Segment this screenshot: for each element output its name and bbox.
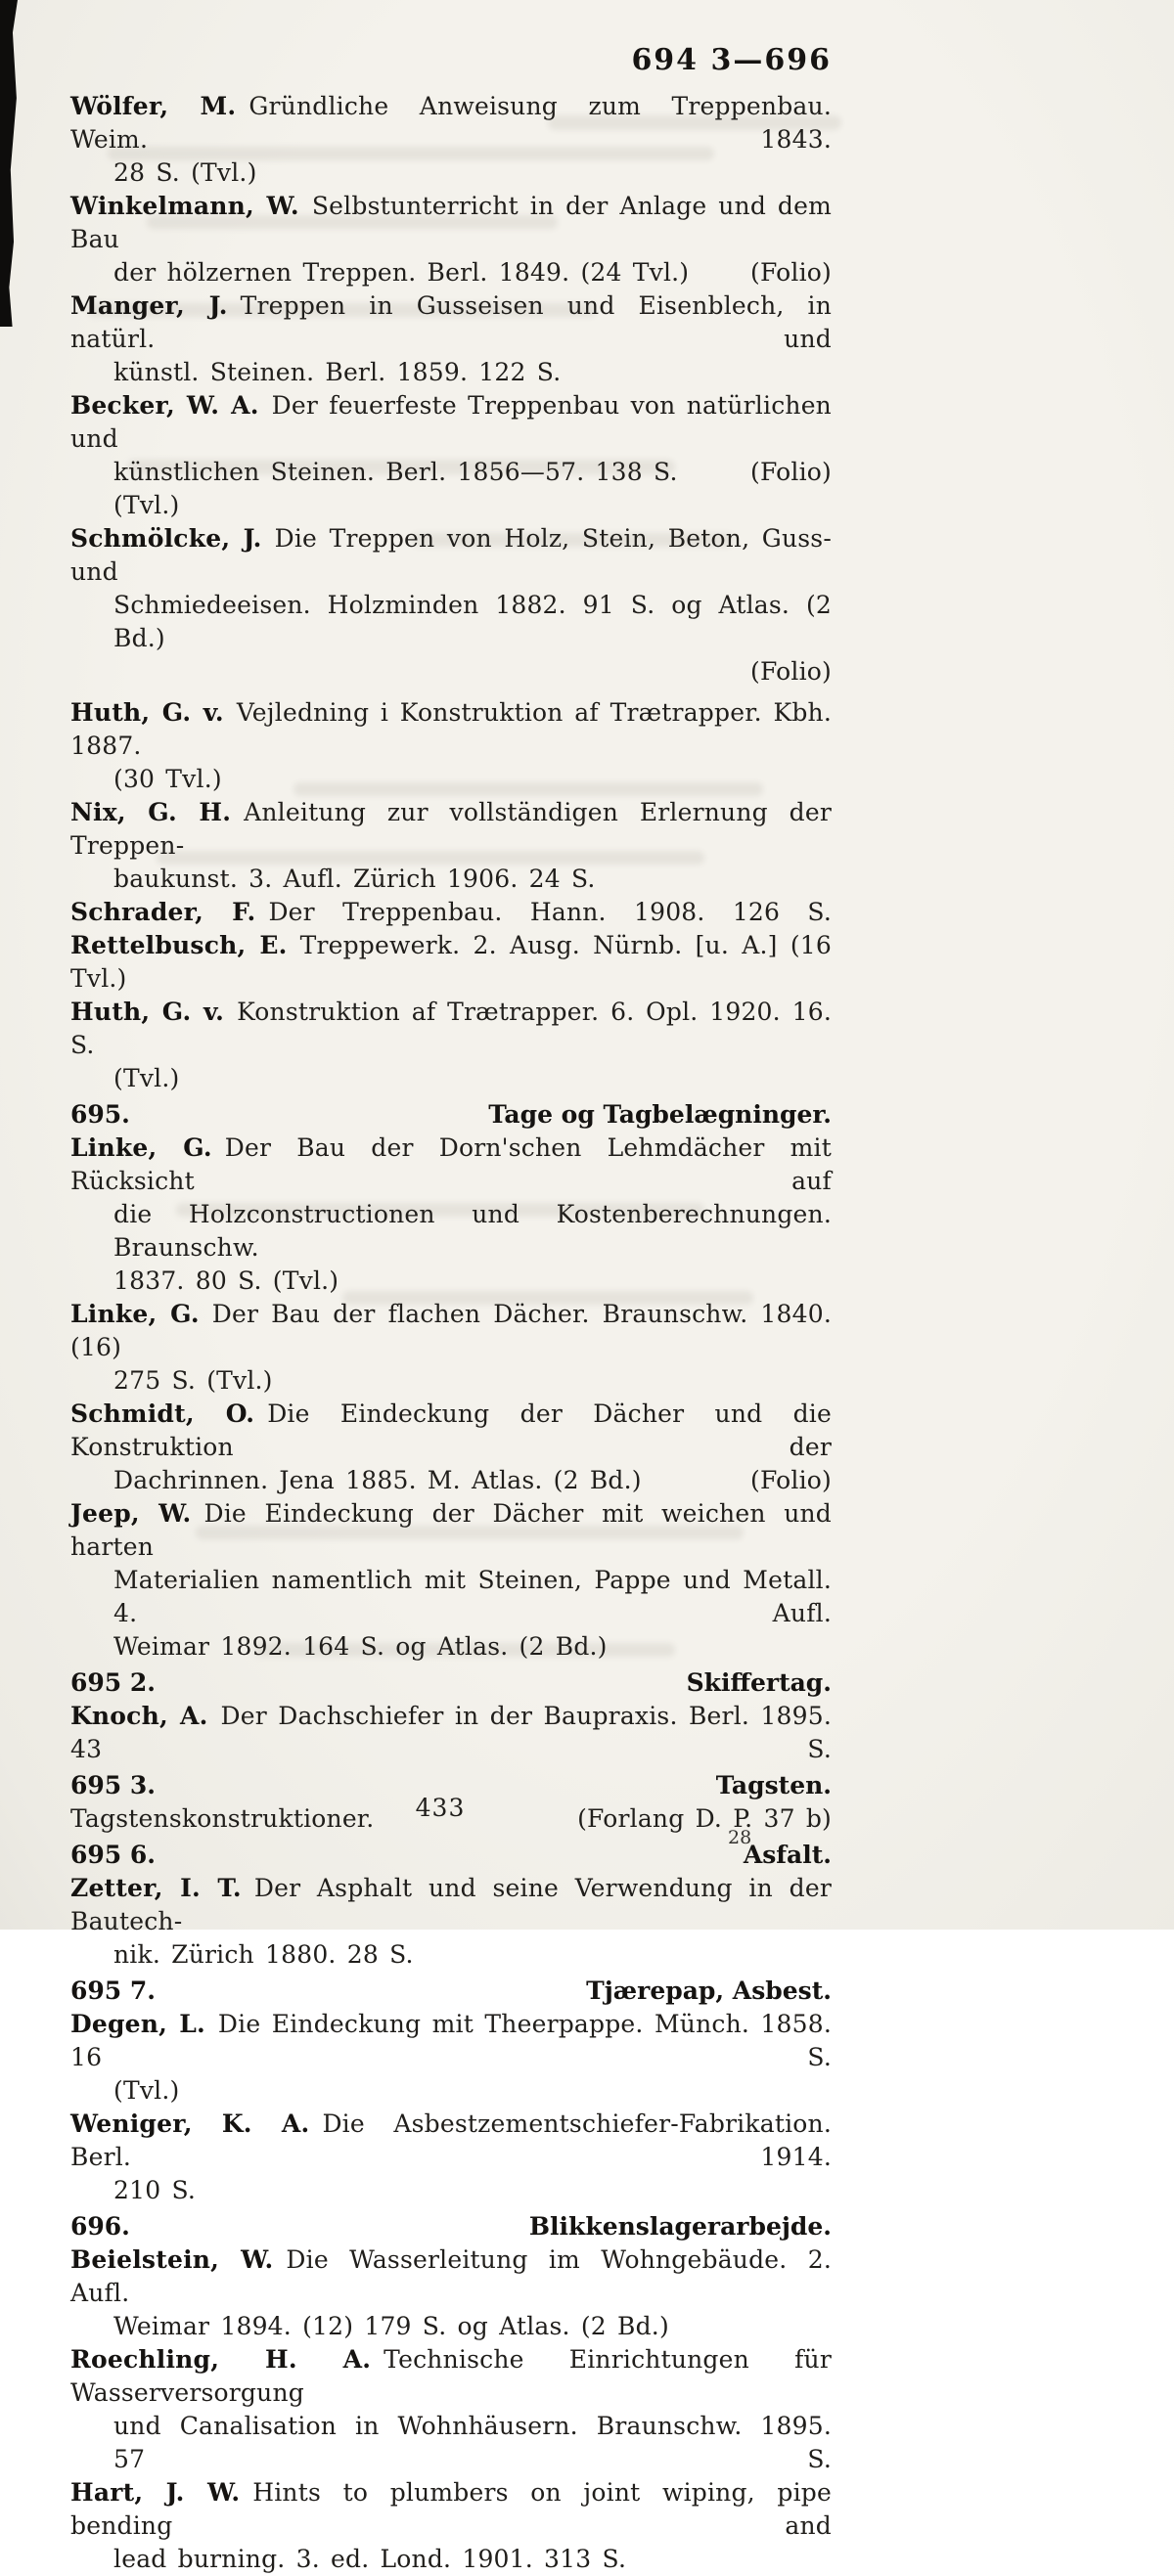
entry-text: 275 S. (Tvl.): [113, 1366, 273, 1395]
entry-text: Die Asbestzementschiefer-Fabrikation. Berl. 1914.: [70, 2110, 832, 2171]
entry-line: [70, 1398, 832, 1464]
entry-text: Weimar 1894. (12) 179 S. og Atlas. (2 Bd.): [113, 2312, 669, 2340]
entry-line: [70, 929, 832, 996]
page-header: [70, 43, 832, 77]
section-title: Asfalt.: [743, 1841, 832, 1869]
entry-line: [70, 2074, 832, 2108]
bibliography-entry: [70, 2108, 832, 2207]
format-note: (Folio): [750, 657, 832, 686]
entry-line: [70, 763, 832, 796]
entry-text: Schmiedeeisen. Holzminden 1882. 91 S. og Atlas. (2 Bd.): [113, 591, 832, 652]
entry-author: Hart, J. W.: [70, 2478, 241, 2507]
entry-line: [70, 696, 832, 763]
entry-line: [70, 356, 832, 389]
bibliography-entry: [70, 1298, 832, 1398]
entry-text: Technische Einrichtungen für Wasserversorgung: [70, 2345, 832, 2407]
entry-text: (30 Tvl.): [113, 765, 222, 793]
entry-text: Dachrinnen. Jena 1885. M. Atlas. (2 Bd.): [113, 1466, 642, 1494]
entry-author: Schmidt, O.: [70, 1399, 255, 1428]
section-heading: [70, 1098, 832, 1132]
bibliography-entry: [70, 2008, 832, 2108]
entry-line: [70, 289, 832, 356]
bibliography-entry: [70, 1398, 832, 1497]
entry-line: [70, 190, 832, 256]
entry-author: Manger, J.: [70, 291, 228, 320]
entry-text: Die Eindeckung der Dächer und die Konstruktion der: [70, 1399, 833, 1461]
entry-text: und Canalisation in Wohnhäusern. Braunschw. 1895. 57 S.: [113, 2412, 832, 2473]
section-title: Blikkenslagerarbejde.: [528, 2212, 832, 2241]
entry-text: Konstruktion af Trætrapper. 6. Opl. 1920. 16. S.: [70, 998, 832, 1059]
bibliography-entry: [70, 1497, 832, 1664]
entry-line-left: [113, 256, 689, 289]
entry-text: Der Dachschiefer in der Baupraxis. Berl. 1895. 43 S.: [70, 1702, 832, 1763]
entry-line: [70, 156, 832, 190]
entry-line: [70, 1062, 832, 1095]
entry-line: [70, 1630, 832, 1664]
page-number: 433: [415, 1794, 466, 1822]
entry-text: 1837. 80 S. (Tvl.): [113, 1266, 339, 1295]
entry-text: Die Treppen von Holz, Stein, Beton, Guss- und: [70, 524, 832, 586]
entry-line: [70, 2343, 832, 2410]
entry-author: Huth, G. v.: [70, 698, 224, 727]
section-number: 696.: [70, 2212, 130, 2241]
entry-line: [70, 456, 832, 522]
section-heading: [70, 1666, 832, 1700]
entry-line: [70, 2476, 832, 2543]
entry-author: Schrader, F.: [70, 898, 256, 926]
entry-line: [70, 1938, 832, 1972]
entry-line: [70, 655, 832, 688]
section-number: 695 6.: [70, 1841, 156, 1869]
entry-author: Jeep, W.: [70, 1499, 192, 1528]
section-number: 695.: [70, 1100, 130, 1129]
entry-line: [70, 522, 832, 589]
entry-line: [70, 2108, 832, 2174]
entry-line: [70, 2543, 832, 2576]
entry-text: lead burning. 3. ed. Lond. 1901. 313 S.: [113, 2545, 627, 2573]
entry-text: 210 S.: [113, 2176, 197, 2204]
entry-author: Weniger, K. A.: [70, 2110, 310, 2138]
entry-line: [70, 589, 832, 655]
format-note: (Forlang D. P. 37 b): [577, 1804, 832, 1833]
entry-text: baukunst. 3. Aufl. Zürich 1906. 24 S.: [113, 865, 596, 893]
signature-number: 28: [728, 1827, 752, 1848]
section-title: Skiffertag.: [686, 1668, 832, 1697]
entry-text: Anleitung zur vollständigen Erlernung der Treppen-: [70, 798, 832, 860]
entry-text: Tagstenskonstruktioner.: [70, 1804, 375, 1833]
entry-text: 28 S. (Tvl.): [113, 158, 257, 187]
bibliography-entry: [70, 2243, 832, 2343]
scan-artifact-bar: [0, 0, 18, 327]
section-title: Tagsten.: [715, 1771, 832, 1799]
bibliography-entry: [70, 2343, 832, 2476]
entry-line: [70, 1497, 832, 1564]
entry-text: Materialien namentlich mit Steinen, Pappe und Metall. 4. Aufl.: [113, 1566, 832, 1627]
bibliography-entry: [70, 90, 832, 190]
entry-text: Treppewerk. 2. Ausg. Nürnb. [u. A.] (16 Tvl.): [70, 931, 832, 993]
entry-author: Degen, L.: [70, 2010, 205, 2038]
section-number: 695 3.: [70, 1771, 156, 1799]
entry-line: [70, 996, 832, 1062]
format-note: (Folio): [750, 458, 832, 486]
bibliography-entry: [70, 796, 832, 896]
entry-author: Wölfer, M.: [70, 92, 237, 120]
bibliography-entry: [70, 1700, 832, 1766]
entry-author: Nix, G. H.: [70, 798, 232, 826]
entry-author: Zetter, I. T.: [70, 1874, 242, 1902]
bibliography-entry: [70, 522, 832, 688]
format-note: (Folio): [750, 258, 832, 287]
entry-author: Rettelbusch, E.: [70, 931, 288, 959]
entry-text: Hints to plumbers on joint wiping, pipe bending and: [70, 2478, 833, 2540]
section-title: Tage og Tagbelægninger.: [488, 1100, 832, 1129]
bibliography-entry: [70, 2476, 832, 2576]
entry-text: Der Treppenbau. Hann. 1908. 126 S.: [268, 898, 832, 926]
section-heading: [70, 2210, 832, 2243]
entry-text: Vejledning i Konstruktion af Trætrapper. Kbh. 1887.: [70, 698, 832, 760]
entry-author: Becker, W. A.: [70, 391, 259, 420]
entry-author: Linke, G.: [70, 1300, 200, 1328]
entry-text: Selbstunterricht in der Anlage und dem Bau: [70, 192, 832, 253]
entry-author: Schmölcke, J.: [70, 524, 262, 553]
entry-line: [70, 90, 832, 156]
section-number: 695 2.: [70, 1668, 156, 1697]
entry-text: Treppen in Gusseisen und Eisenblech, in natürl. und: [70, 291, 832, 353]
section-heading: [70, 1839, 832, 1872]
entry-text: Die Eindeckung der Dächer mit weichen und harten: [70, 1499, 833, 1561]
bibliography-entry: [70, 190, 832, 289]
entry-line: [70, 1364, 832, 1398]
entry-line: [70, 1298, 832, 1364]
entry-line: [70, 1700, 832, 1766]
entry-line: [70, 1132, 832, 1198]
bibliography-entry: [70, 996, 832, 1095]
entry-text: die Holzconstructionen und Kostenberechnungen. Braunschw.: [113, 1200, 832, 1262]
entry-line-left: [113, 1464, 642, 1497]
entry-line: [70, 796, 832, 863]
entry-line: [70, 2243, 832, 2310]
entry-line: [70, 2410, 832, 2476]
bibliography-entry: [70, 1132, 832, 1298]
entry-text: künstl. Steinen. Berl. 1859. 122 S.: [113, 358, 562, 386]
bibliography-entry: [70, 696, 832, 796]
entry-text: (Tvl.): [113, 2076, 180, 2105]
entry-text: Die Eindeckung mit Theerpappe. Münch. 1858. 16 S.: [70, 2010, 833, 2071]
entry-text: Der Bau der flachen Dächer. Braunschw. 1840. (16): [70, 1300, 832, 1361]
entry-author: Beielstein, W.: [70, 2245, 274, 2274]
entry-text: der hölzernen Treppen. Berl. 1849. (24 Tvl.): [113, 258, 690, 287]
entry-text: Die Wasserleitung im Wohngebäude. 2. Aufl.: [70, 2245, 832, 2307]
bibliography-entry: [70, 1872, 832, 1972]
entry-line: [70, 256, 832, 289]
entry-text: (Tvl.): [113, 1064, 180, 1092]
entry-line: [70, 2008, 832, 2074]
entry-text: Weimar 1892. 164 S. og Atlas. (2 Bd.): [113, 1632, 608, 1661]
bibliography-list: [70, 90, 832, 2576]
bibliography-entry: [70, 289, 832, 389]
entry-line: [70, 1198, 832, 1265]
entry-line: [70, 1872, 832, 1938]
entry-line: [70, 389, 832, 456]
entry-author: Knoch, A.: [70, 1702, 208, 1730]
entry-line: [70, 1564, 832, 1630]
entry-author: Roechling, H. A.: [70, 2345, 372, 2374]
page-header-range: 694 3—696: [631, 43, 832, 77]
entry-line: [70, 2174, 832, 2207]
entry-text: Gründliche Anweisung zum Treppenbau. Weim. 1843.: [70, 92, 832, 154]
entry-line-left: [113, 456, 750, 522]
entry-text: Der feuerfeste Treppenbau von natürlichen und: [70, 391, 832, 453]
entry-text: Der Bau der Dorn'schen Lehmdächer mit Rücksicht auf: [70, 1133, 832, 1195]
bibliography-entry: [70, 389, 832, 522]
entry-line: [70, 863, 832, 896]
entry-text: nik. Zürich 1880. 28 S.: [113, 1940, 414, 1969]
entry-line: [70, 2310, 832, 2343]
section-number: 695 7.: [70, 1976, 156, 2005]
bibliography-entry: [70, 929, 832, 996]
entry-text: künstlichen Steinen. Berl. 1856—57. 138 S. (Tvl.): [113, 458, 678, 519]
entry-line: [70, 1464, 832, 1497]
entry-line: [70, 896, 832, 929]
entry-author: Linke, G.: [70, 1133, 212, 1162]
entry-author: Winkelmann, W.: [70, 192, 299, 220]
entry-text: Der Asphalt und seine Verwendung in der Bautech-: [70, 1874, 832, 1935]
entry-author: Huth, G. v.: [70, 998, 225, 1026]
bibliography-entry: [70, 896, 832, 929]
format-note: (Folio): [750, 1466, 832, 1494]
section-heading: [70, 1975, 832, 2008]
section-title: Tjærepap, Asbest.: [586, 1976, 832, 2005]
entry-line: [70, 1265, 832, 1298]
